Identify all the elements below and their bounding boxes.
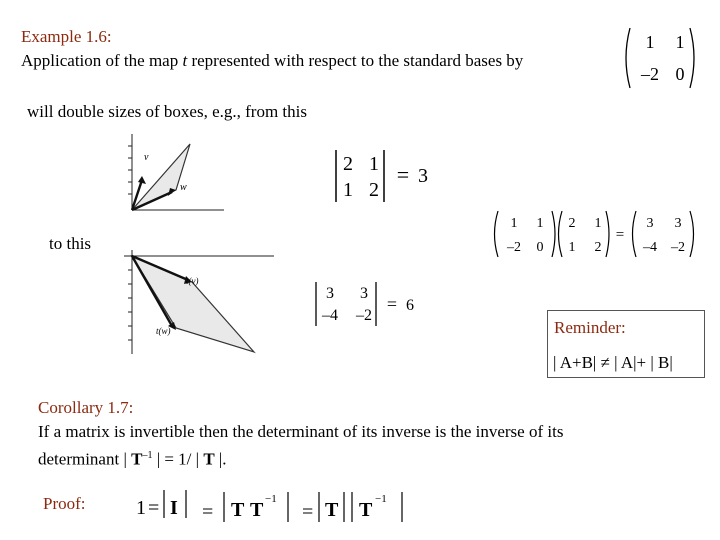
det2-a11: 3 xyxy=(326,285,334,302)
reminder-label: Reminder xyxy=(554,318,622,337)
product-c22: –2 xyxy=(671,240,685,255)
product-a22: 0 xyxy=(536,240,544,255)
map-matrix-a21: –2 xyxy=(641,64,659,84)
proof-T3: T xyxy=(325,499,339,521)
product-equals: = xyxy=(615,227,625,243)
det1-a21: 1 xyxy=(343,179,353,201)
det-transformed xyxy=(312,280,422,328)
proof-eq2: = xyxy=(202,501,214,523)
reminder-colon: : xyxy=(621,318,626,337)
matrix-product xyxy=(490,209,700,259)
det1-a11: 2 xyxy=(343,153,353,175)
corollary-line2-prefix: determinant | xyxy=(38,449,132,469)
proof-inv1: −1 xyxy=(265,493,277,505)
example-desc-prefix: Application of the map xyxy=(21,51,183,70)
product-c21: –4 xyxy=(643,240,657,255)
det2-value: 6 xyxy=(406,297,414,314)
double-sizes-text: will double sizes of boxes, e.g., from this xyxy=(27,102,307,121)
proof-eq3: = xyxy=(302,501,314,523)
corollary-colon: : xyxy=(128,398,134,417)
det1-equals: = xyxy=(396,162,410,187)
proof-T1: T xyxy=(231,499,245,521)
example-label: Example 1.6 xyxy=(21,27,107,46)
example-desc-suffix: represented with respect to the standard bases by xyxy=(187,51,524,70)
proof-eq1: = xyxy=(148,497,160,519)
proof-T4: T xyxy=(359,499,373,521)
det1-a22: 2 xyxy=(369,179,379,201)
product-a11: 1 xyxy=(510,216,518,231)
proof-equation xyxy=(132,486,412,526)
det1-a12: 1 xyxy=(369,153,379,175)
reminder-formula: | A+B| ≠ | A|+ | B| xyxy=(553,353,673,372)
product-c12: 3 xyxy=(674,216,682,231)
corollary-inverse-exponent: –1 xyxy=(142,450,153,461)
proof-colon: : xyxy=(80,494,86,513)
corollary-heading xyxy=(38,397,133,418)
reminder-title xyxy=(554,317,626,338)
plot2-label-tw: t(w) xyxy=(156,326,171,336)
map-matrix-a12: 1 xyxy=(675,32,685,52)
proof-heading xyxy=(43,493,86,514)
product-c11: 3 xyxy=(646,216,654,231)
det1-value: 3 xyxy=(418,165,428,187)
plot1-label-w: w xyxy=(180,182,187,193)
map-matrix xyxy=(620,26,700,90)
product-a12: 1 xyxy=(536,216,544,231)
to-this-text: to this xyxy=(49,234,92,253)
proof-T2: T xyxy=(250,499,264,521)
example-description xyxy=(21,50,523,71)
product-b11: 2 xyxy=(568,216,576,231)
proof-one: 1 xyxy=(136,497,146,519)
proof-label: Proof xyxy=(43,494,81,513)
det-original xyxy=(330,148,440,204)
det2-a12: 3 xyxy=(360,285,368,302)
det2-a22: –2 xyxy=(356,307,372,324)
plot1-label-v: v xyxy=(144,152,149,163)
product-b12: 1 xyxy=(594,216,602,231)
corollary-T2: T xyxy=(203,449,215,469)
corollary-line2-end: |. xyxy=(214,449,227,469)
product-b22: 2 xyxy=(594,240,602,255)
map-matrix-a11: 1 xyxy=(645,32,655,52)
example-heading xyxy=(21,26,112,47)
proof-inv2: −1 xyxy=(375,493,387,505)
proof-I: I xyxy=(170,497,178,519)
example-colon: : xyxy=(106,27,112,46)
corollary-line2-mid: | = 1/ | xyxy=(152,449,204,469)
corollary-T: T xyxy=(131,449,143,469)
det2-a21: –4 xyxy=(322,307,338,324)
corollary-line2 xyxy=(38,445,227,470)
corollary-label: Corollary 1.7 xyxy=(38,398,129,417)
product-b21: 1 xyxy=(568,240,576,255)
det2-equals: = xyxy=(386,294,398,314)
plot-original-vectors xyxy=(118,132,228,214)
plot-transformed-vectors xyxy=(118,246,278,358)
corollary-line1: If a matrix is invertible then the determinant of its inverse is the inverse of its xyxy=(38,422,564,441)
plot2-label-tv: t(v) xyxy=(186,276,199,286)
map-matrix-a22: 0 xyxy=(675,64,685,84)
example-var-t: t xyxy=(182,51,188,70)
product-a21: –2 xyxy=(507,240,521,255)
